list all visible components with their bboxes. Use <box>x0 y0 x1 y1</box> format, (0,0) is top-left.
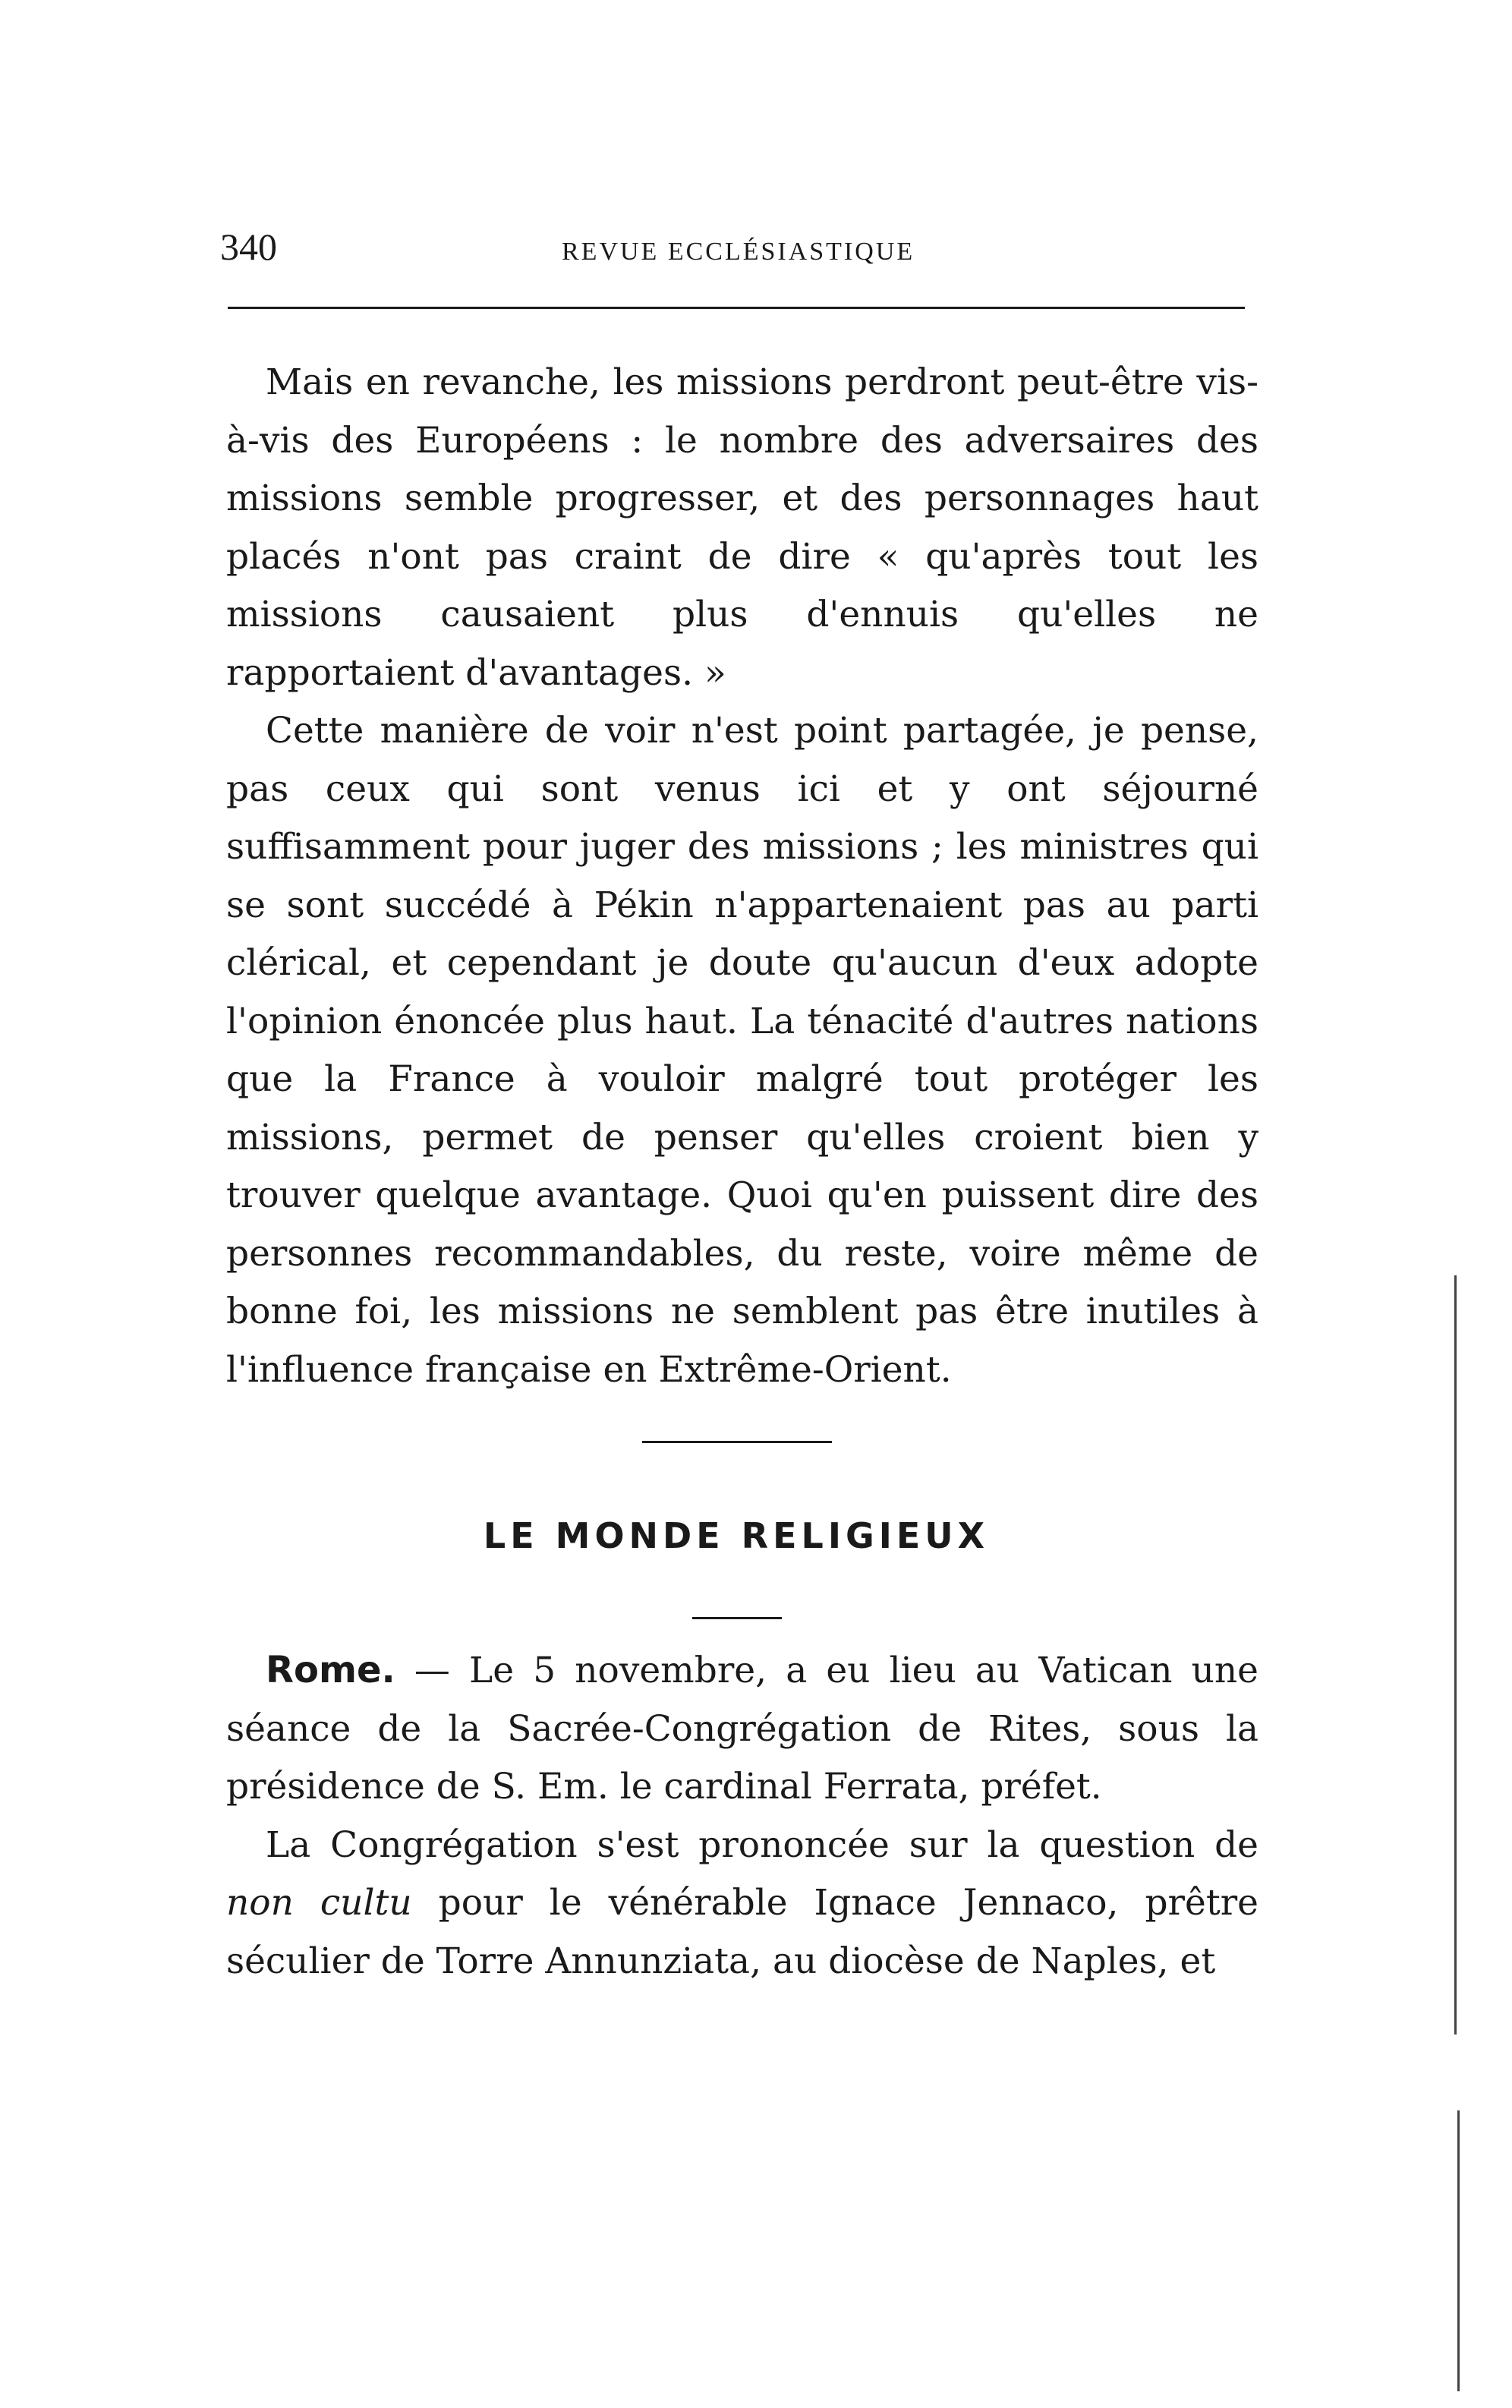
section-paragraph-2 <box>226 1817 1258 1991</box>
scan-edge-mark <box>1457 2110 1460 2391</box>
section-title: LE MONDE RELIGIEUX <box>483 1515 990 1556</box>
page-number: 340 <box>220 225 277 268</box>
section-paragraph-1 <box>226 1641 1258 1817</box>
latin-phrase: non cultu <box>226 1882 412 1924</box>
section-divider <box>642 1441 832 1443</box>
paragraph-1: Mais en revanche, les missions perdront peut-être vis-à-vis des Européens : le nombre des adversaires des missions semble progresser, et des personnages haut placés n'ont pas craint de dire « qu'après tout les missions causaient plus d'ennuis qu'elles ne rapportaient d'avantages. » <box>226 361 1258 694</box>
section-paragraph-1-text: — Le 5 novembre, a eu lieu au Vatican une séance de la Sacrée-Congrégation de Rites, sous la présidence de S. Em. le cardinal Ferrata, préfet. <box>226 1650 1258 1808</box>
page-header <box>220 220 1252 281</box>
section-paragraph-2-start: La Congrégation s'est prononcée sur la question de <box>266 1823 1258 1866</box>
header-rule <box>228 307 1245 309</box>
paragraph-2: Cette manière de voir n'est point partagée, je pense, pas ceux qui sont venus ici et y ont séjourné suffisamment pour juger des missions ; les ministres qui se sont succédé à Pékin n'appartenaient pas au parti clérical, et cependant je doute qu'aucun d'eux adopte l'opinion énoncée plus haut. La ténacité d'autres nations que la France à vouloir malgré tout protéger les missions, permet de penser qu'elles croient bien y trouver quelque avantage. Quoi qu'en puissent dire des personnes recommandables, du reste, voire même de bonne foi, les missions ne semblent pas être inutiles à l'influence française en Extrême-Orient. <box>226 710 1258 1391</box>
scan-edge-mark <box>1454 1275 1457 2035</box>
section-paragraph-2-rest: pour le vénérable Ignace Jennaco, prêtre séculier de Torre Annunziata, au diocèse de Naples, et <box>226 1882 1258 1982</box>
article-body <box>226 354 1258 1399</box>
place-name: Rome. <box>266 1649 395 1691</box>
section-body <box>226 1641 1258 1990</box>
running-head: REVUE ECCLÉSIASTIQUE <box>562 238 915 266</box>
section-title-rule <box>692 1617 782 1619</box>
